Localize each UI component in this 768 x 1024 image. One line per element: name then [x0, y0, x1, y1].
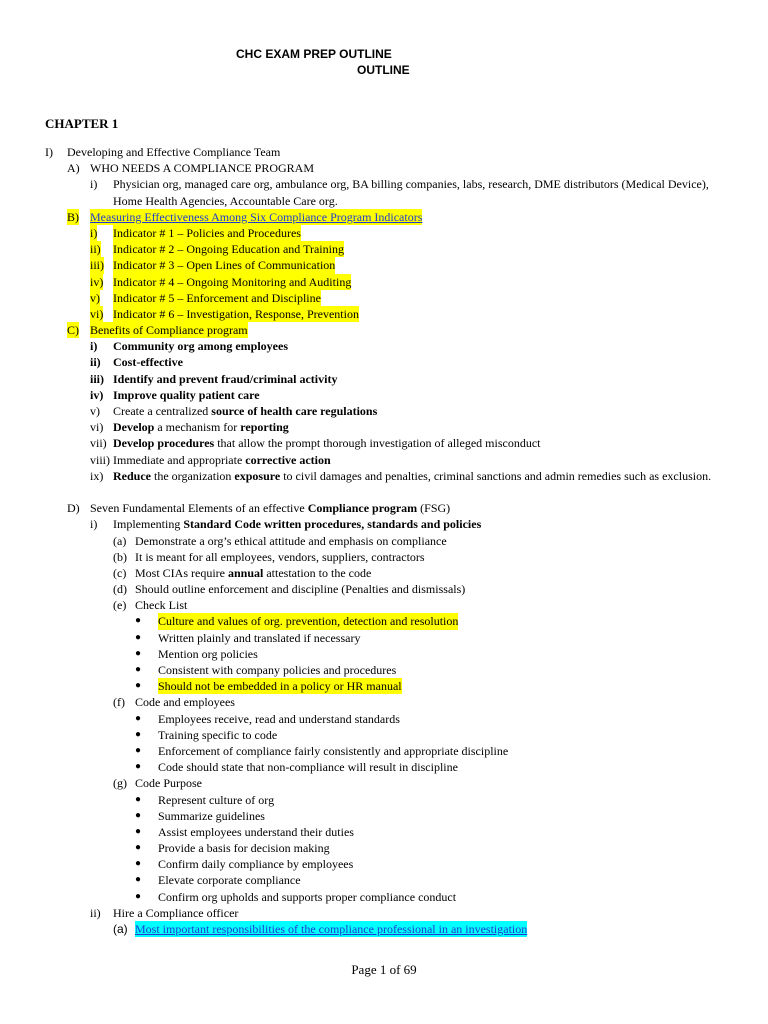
outline-item — [0, 581, 768, 597]
item-text: Demonstrate a org’s ethical attitude and emphasis on compliance — [135, 533, 447, 548]
item-text — [113, 403, 377, 419]
item-text-pre: Most CIAs require — [135, 565, 228, 580]
item-text: Developing and Effective Compliance Team — [67, 145, 281, 159]
item-marker: vii) — [90, 436, 107, 451]
item-text: Community org among employees — [113, 339, 288, 354]
outline-item — [0, 500, 768, 516]
bullet-dot-icon: ● — [135, 842, 142, 854]
item-marker: A) — [67, 161, 80, 176]
outline-item — [0, 322, 768, 338]
item-text — [113, 468, 723, 484]
item-text: Summarize guidelines — [158, 808, 265, 823]
item-marker: vi) — [90, 420, 104, 435]
item-marker: I) — [45, 145, 53, 159]
outline-item — [0, 775, 768, 791]
item-text: Mention org policies — [158, 646, 258, 661]
outline-item — [0, 403, 768, 419]
item-marker: iv) — [90, 387, 104, 402]
bullet-item — [0, 662, 768, 678]
item-text: Benefits of Compliance program — [90, 323, 248, 338]
outline-item — [0, 354, 768, 370]
item-marker: v) — [90, 404, 100, 419]
item-text-bold2: reporting — [240, 420, 289, 435]
bullet-item — [0, 613, 768, 629]
item-text-bold2: exposure — [234, 468, 281, 483]
bullet-item — [0, 711, 768, 727]
item-marker: i) — [90, 177, 98, 192]
outline-item — [0, 533, 768, 549]
document-subtitle: OUTLINE — [357, 63, 410, 77]
item-text: Enforcement of compliance fairly consistently and appropriate discipline — [158, 743, 509, 758]
outline-item — [0, 516, 768, 532]
item-marker: (b) — [113, 549, 127, 564]
bullet-dot-icon: ● — [135, 647, 142, 659]
bullet-dot-icon: ● — [135, 761, 142, 773]
item-marker: i) — [90, 339, 98, 354]
outline-item — [0, 257, 768, 273]
item-text: Provide a basis for decision making — [158, 841, 330, 856]
bullet-dot-icon: ● — [135, 664, 142, 676]
item-text: Code and employees — [135, 695, 235, 710]
bullet-dot-icon: ● — [135, 890, 142, 902]
bullet-item — [0, 646, 768, 662]
item-text — [90, 500, 450, 516]
outline-item — [0, 209, 768, 225]
item-marker: viii) — [90, 452, 110, 467]
item-marker: (a) — [113, 922, 128, 937]
item-text — [135, 565, 371, 581]
document-title: CHC EXAM PREP OUTLINE — [236, 47, 392, 61]
bullet-dot-icon: ● — [135, 809, 142, 821]
item-text: WHO NEEDS A COMPLIANCE PROGRAM — [90, 161, 315, 176]
item-text: Indicator # 5 – Enforcement and Discipline — [113, 290, 321, 305]
item-text — [113, 435, 541, 451]
item-text-pre: Seven Fundamental Elements of an effective — [90, 501, 308, 516]
item-marker: ii) — [90, 355, 101, 370]
outline-item — [0, 290, 768, 306]
item-text-bold: annual — [228, 565, 264, 580]
outline-item — [0, 338, 768, 354]
bullet-dot-icon: ● — [135, 825, 142, 837]
item-text: It is meant for all employees, vendors, suppliers, contractors — [135, 549, 425, 564]
item-text-bold: Develop procedures — [113, 436, 215, 451]
item-marker: i) — [90, 517, 98, 532]
item-text-post: the organization — [151, 468, 235, 483]
item-text-bold: source of health care regulations — [211, 404, 378, 419]
bullet-item — [0, 856, 768, 872]
item-text: Confirm org upholds and supports proper compliance conduct — [158, 889, 457, 904]
outline-item — [0, 371, 768, 387]
item-text-post: attestation to the code — [263, 565, 372, 580]
bullet-item — [0, 759, 768, 775]
bullet-item — [0, 889, 768, 905]
outline — [0, 144, 768, 937]
outline-item — [0, 921, 768, 937]
item-text: Confirm daily compliance by employees — [158, 857, 354, 872]
bullet-dot-icon: ● — [135, 615, 142, 627]
item-marker: C) — [67, 323, 79, 338]
outline-item — [0, 306, 768, 322]
item-marker: (d) — [113, 582, 127, 597]
bullet-item — [0, 792, 768, 808]
item-marker: (c) — [113, 565, 127, 580]
item-text-bold: Develop — [113, 420, 155, 435]
outline-item — [0, 468, 768, 500]
item-text: Indicator # 3 – Open Lines of Communication — [113, 258, 336, 273]
outline-item — [0, 435, 768, 451]
bullet-dot-icon: ● — [135, 712, 142, 724]
item-text: Code should state that non-compliance will result in discipline — [158, 760, 458, 775]
item-text-post: (FSG) — [417, 501, 451, 516]
item-text: Employees receive, read and understand standards — [158, 711, 400, 726]
chapter-heading: CHAPTER 1 — [45, 116, 119, 131]
item-text: Should outline enforcement and discipline (Penalties and dismissals) — [135, 582, 466, 597]
item-text — [113, 516, 481, 532]
bullet-item — [0, 872, 768, 888]
bullet-dot-icon: ● — [135, 728, 142, 740]
item-text: Elevate corporate compliance — [158, 873, 301, 888]
item-marker: vi) — [90, 306, 104, 321]
item-text-bold: Reduce — [113, 468, 151, 483]
section-link[interactable]: Measuring Effectiveness Among Six Compliance Program Indicators — [90, 209, 423, 224]
item-marker: B) — [67, 209, 79, 224]
item-text: Written plainly and translated if necessary — [158, 630, 361, 645]
item-marker: D) — [67, 501, 80, 516]
item-text: Identify and prevent fraud/criminal activity — [113, 371, 338, 386]
page-number: Page 1 of 69 — [351, 962, 417, 977]
item-text — [113, 452, 331, 468]
outline-item — [0, 565, 768, 581]
bullet-item — [0, 824, 768, 840]
item-marker: v) — [90, 290, 100, 305]
bullet-item — [0, 840, 768, 856]
bullet-dot-icon: ● — [135, 744, 142, 756]
item-text: Indicator # 4 – Ongoing Monitoring and Auditing — [113, 274, 352, 289]
item-marker: (e) — [113, 598, 127, 613]
outline-item — [0, 597, 768, 613]
item-text-post2: to civil damages and penalties, criminal sanctions and admin remedies such as exclusion. — [280, 468, 712, 483]
item-text: Should not be embedded in a policy or HR manual — [158, 679, 402, 694]
item-marker: iii) — [90, 371, 104, 386]
bullet-item — [0, 630, 768, 646]
item-marker: ii) — [90, 905, 101, 920]
outline-item — [0, 241, 768, 257]
item-text-post: a mechanism for — [154, 420, 241, 435]
item-marker: iv) — [90, 274, 104, 289]
outline-item — [0, 176, 768, 208]
item-text: Physician org, managed care org, ambulance org, BA billing companies, labs, research, DME distributors (Medical Device), Home Health Agencies, Accountable Care org. — [113, 177, 709, 208]
item-marker: i) — [90, 225, 98, 240]
item-text: Cost-effective — [113, 355, 183, 370]
item-text: Consistent with company policies and procedures — [158, 663, 397, 678]
outline-item — [0, 225, 768, 241]
outline-item — [0, 160, 768, 176]
bullet-item — [0, 808, 768, 824]
item-text-pre: Create a centralized — [113, 404, 212, 419]
bullet-dot-icon: ● — [135, 793, 142, 805]
bullet-item — [0, 743, 768, 759]
section-link[interactable]: Most important responsibilities of the compliance professional in an investigation — [135, 922, 528, 937]
item-text: Culture and values of org. prevention, detection and resolution — [158, 614, 459, 629]
item-text-bold: Compliance program — [307, 501, 418, 516]
item-marker: iii) — [90, 258, 104, 273]
item-text: Check List — [135, 598, 188, 613]
item-text-pre: Implementing — [113, 517, 184, 532]
item-text: Hire a Compliance officer — [113, 905, 239, 920]
outline-item — [0, 419, 768, 435]
item-text: Improve quality patient care — [113, 387, 260, 402]
bullet-dot-icon: ● — [135, 874, 142, 886]
item-text: Indicator # 1 – Policies and Procedures — [113, 225, 301, 240]
outline-item — [0, 387, 768, 403]
bullet-dot-icon: ● — [135, 680, 142, 692]
item-text: Represent culture of org — [158, 792, 275, 807]
item-marker: ii) — [90, 242, 101, 257]
item-text: Assist employees understand their duties — [158, 824, 354, 839]
bullet-item — [0, 727, 768, 743]
bullet-item — [0, 678, 768, 694]
item-marker: ix) — [90, 468, 104, 483]
bullet-dot-icon: ● — [135, 631, 142, 643]
item-text-pre: Immediate and appropriate — [113, 452, 246, 467]
item-text: Indicator # 2 – Ongoing Education and Training — [113, 242, 344, 257]
bullet-dot-icon: ● — [135, 858, 142, 870]
item-text: Code Purpose — [135, 776, 202, 791]
outline-item — [0, 144, 768, 160]
item-text-post: that allow the prompt thorough investigation of alleged misconduct — [214, 436, 541, 451]
item-marker: (g) — [113, 776, 127, 791]
item-text-bold: Standard Code written procedures, standards and policies — [183, 517, 482, 532]
item-text — [113, 419, 289, 435]
outline-item — [0, 905, 768, 921]
item-text-bold: corrective action — [245, 452, 331, 467]
item-text: Indicator # 6 – Investigation, Response, Prevention — [113, 306, 359, 321]
outline-item — [0, 274, 768, 290]
outline-item — [0, 694, 768, 710]
item-marker: (a) — [113, 533, 127, 548]
outline-item — [0, 549, 768, 565]
item-text: Training specific to code — [158, 727, 278, 742]
item-marker: (f) — [113, 695, 125, 710]
outline-item — [0, 452, 768, 468]
